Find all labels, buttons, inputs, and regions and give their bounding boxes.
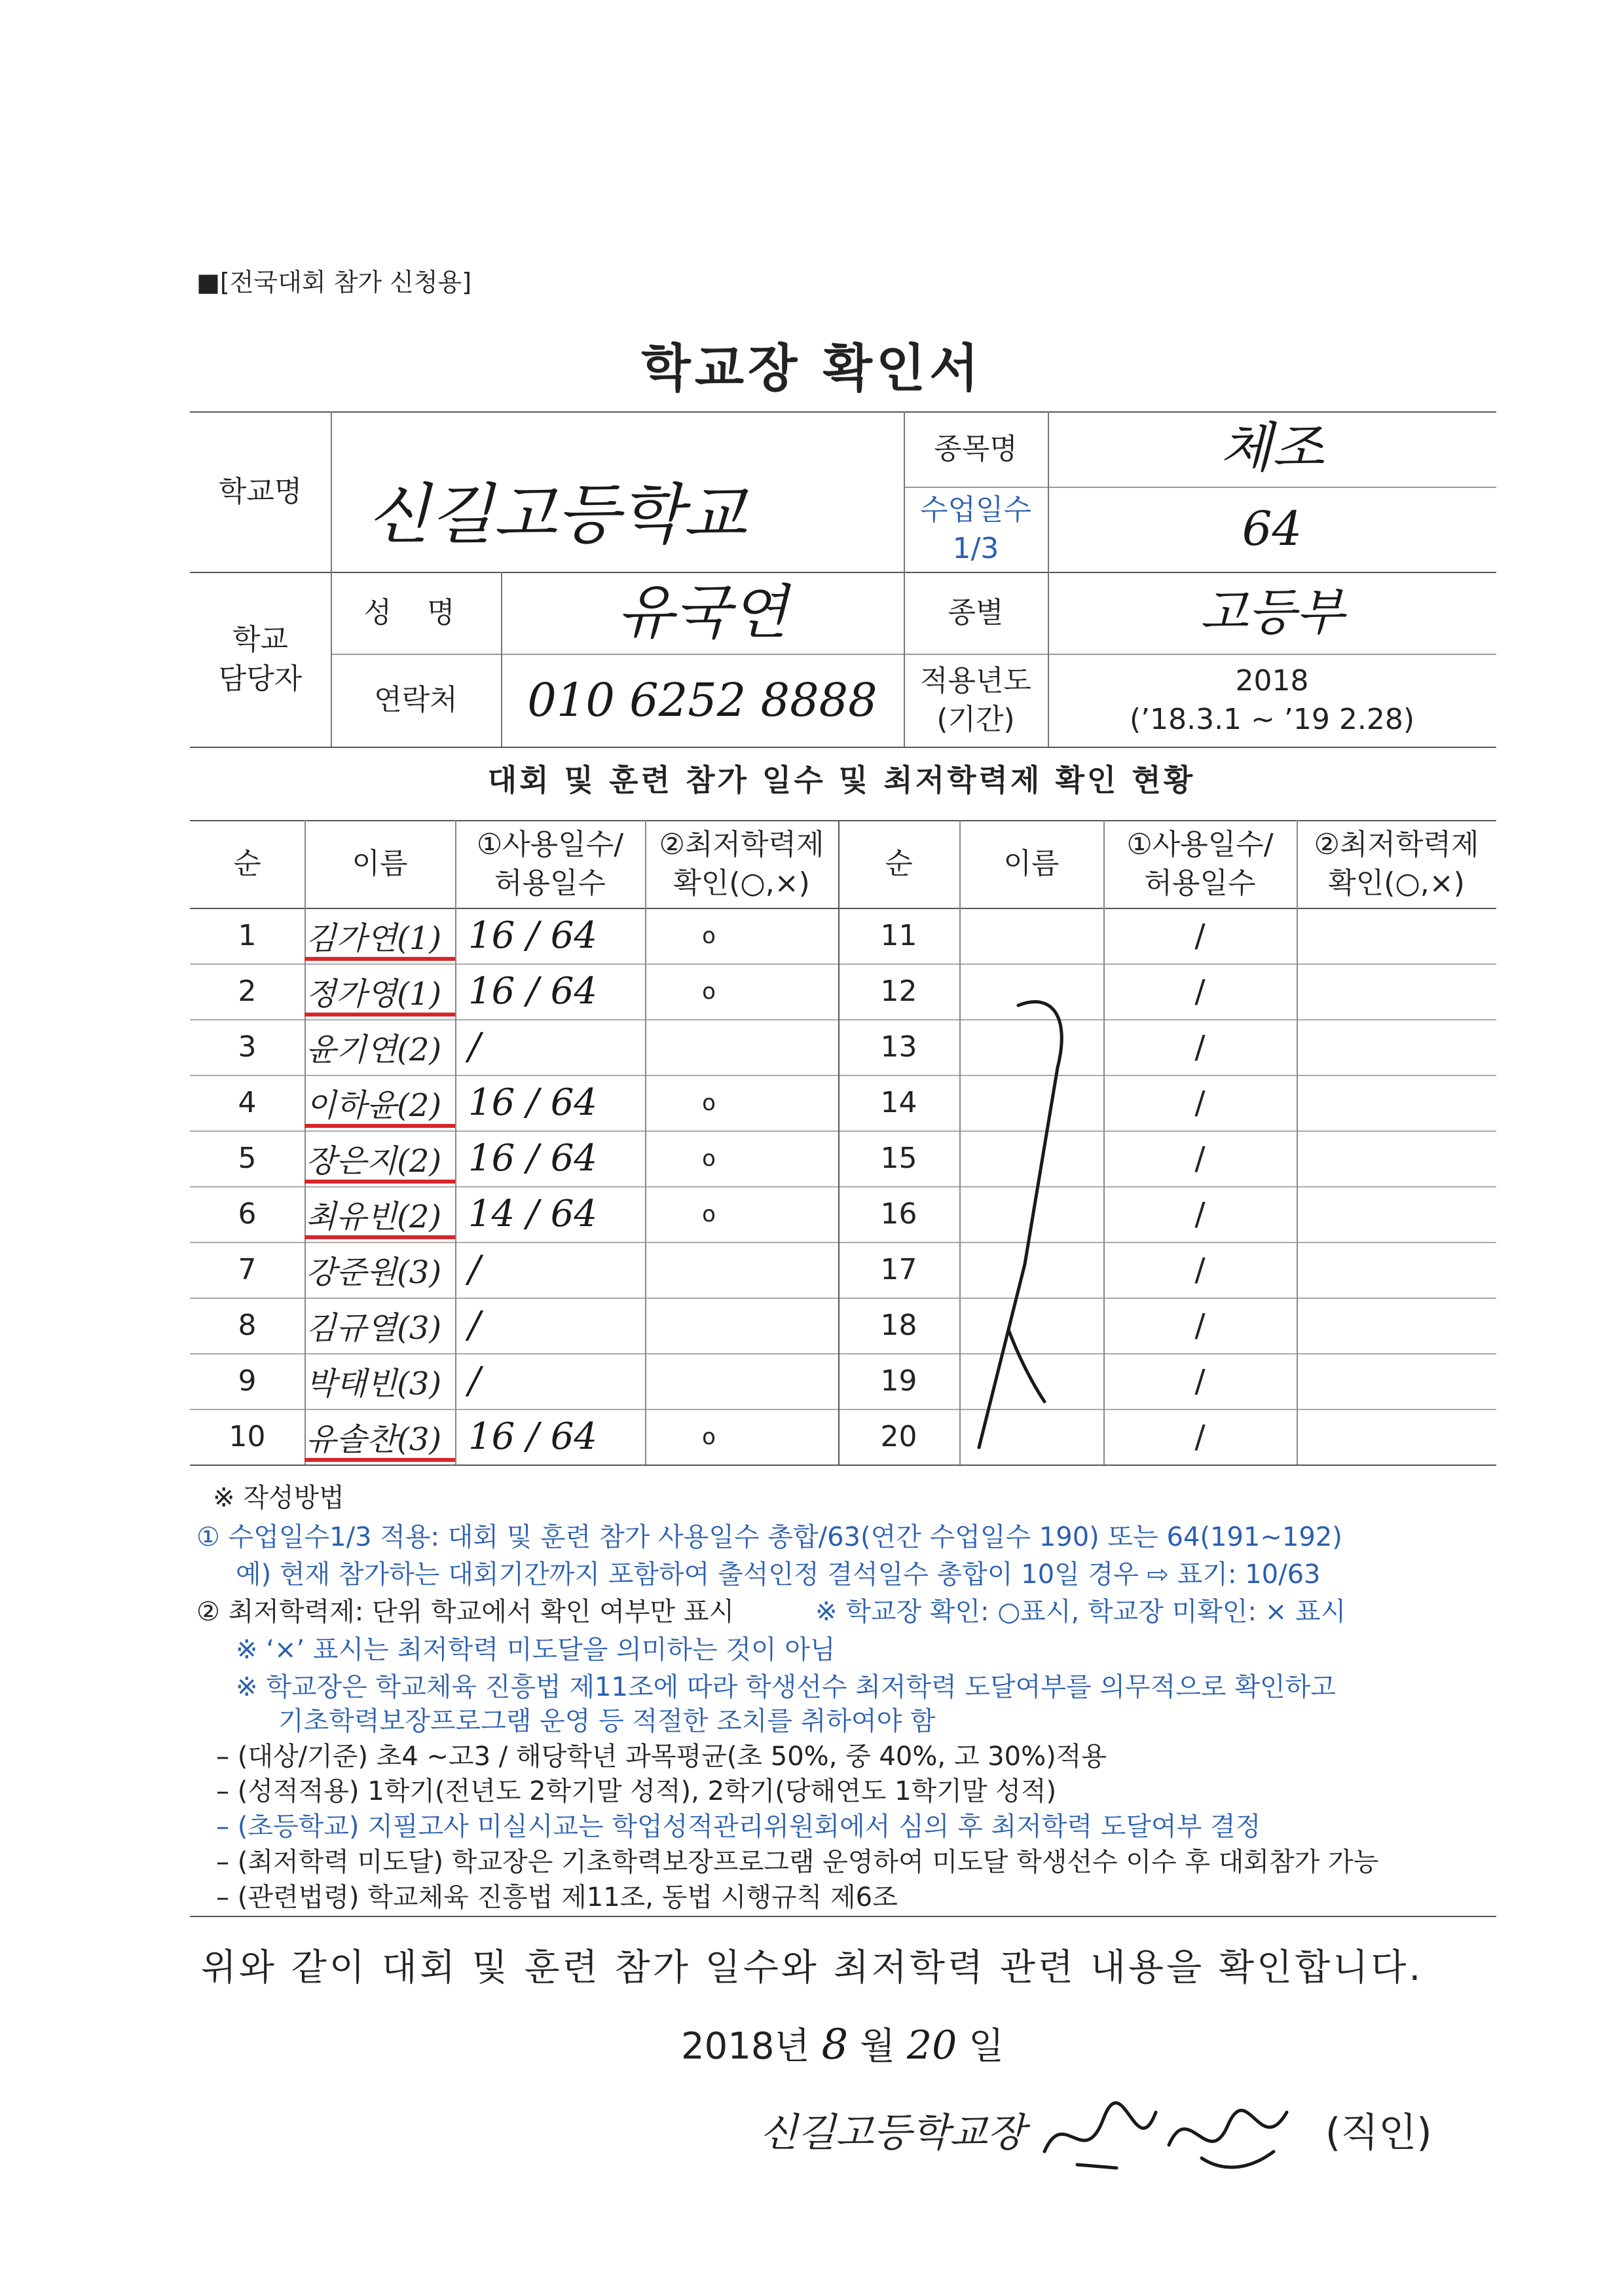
red-underline [304, 1124, 455, 1128]
header-check-line2: 확인(○,×) [1328, 867, 1465, 900]
row-num: 9 [238, 1364, 257, 1398]
row-num-right: 15 [880, 1142, 917, 1175]
row-used: 16 / 64 [468, 1081, 597, 1124]
red-underline [304, 1458, 455, 1462]
note-9: – (관련법령) 학교체육 진흥법 제11조, 동법 시행규칙 제6조 [216, 1882, 898, 1912]
year-label-line1: 적용년도 [919, 663, 1031, 698]
row-check: o [702, 922, 716, 949]
confirmation-statement: 위와 같이 대회 및 훈련 참가 일수와 최저학력 관련 내용을 확인합니다. [200, 1947, 1424, 1989]
note-6: – (성적적용) 1학기(전년도 2학기말 성적), 2학기(당해연도 1학기말 성적) [216, 1776, 1057, 1806]
row-name: 김규열(3) [306, 1310, 442, 1347]
days-label [904, 487, 1048, 572]
header-check-left [645, 820, 838, 908]
document-title: 학교장 확인서 [641, 339, 983, 398]
row-check [645, 1242, 773, 1297]
row-check: o [702, 1201, 716, 1227]
row-num: 3 [238, 1030, 257, 1064]
date-month-label: 월 [859, 2025, 896, 2068]
row-num-right: 18 [880, 1309, 917, 1342]
row-used-right: / [1194, 1084, 1206, 1121]
row-name: 윤기연(2) [306, 1032, 442, 1068]
row-check: o [702, 1089, 716, 1116]
row-used-right: / [1194, 1140, 1206, 1177]
date-day: 20 [906, 2023, 957, 2068]
date-month: 8 [821, 2021, 849, 2069]
row-num: 4 [238, 1086, 257, 1119]
note-2a: ② 최저학력제: 단위 학교에서 확인 여부만 표시 [196, 1597, 735, 1627]
header-used-right [1103, 820, 1297, 908]
manager-label-line2: 담당자 [218, 662, 303, 696]
row-num: 10 [229, 1420, 266, 1453]
year-label-line2: (기간) [936, 703, 1015, 736]
row-name: 강준원(3) [306, 1254, 442, 1291]
handwritten-signature [1038, 2093, 1313, 2178]
note-8: – (최저학력 미도달) 학교장은 기초학력보장프로그램 운영하여 미도달 학생선수 이수 후 대회참가 가능 [216, 1847, 1379, 1877]
row-used: / [468, 1248, 481, 1291]
row-name: 장은지(2) [306, 1143, 442, 1180]
row-num-right: 19 [880, 1364, 917, 1398]
year-label [904, 654, 1048, 747]
row-num-right: 12 [880, 975, 917, 1008]
row-used-right: / [1194, 973, 1206, 1010]
form-type-label: ■[전국대회 참가 신청용] [196, 268, 472, 297]
row-used: / [468, 1026, 481, 1068]
row-name: 정가영(1) [306, 976, 442, 1013]
header-rule-bottom [190, 747, 1496, 748]
year-value-line2: (’18.3.1 ~ ’19 2.28) [1129, 703, 1415, 736]
row-used: 16 / 64 [468, 1415, 597, 1458]
row-used: 16 / 64 [468, 914, 597, 957]
note-4a: ※ 학교장은 학교체육 진흥법 제11조에 따라 학생선수 최저학력 도달여부를 의무적으로 확인하고 [236, 1672, 1336, 1702]
note-2b: ※ 학교장 확인: ○표시, 학교장 미확인: × 표시 [815, 1597, 1346, 1627]
note-1a: ① 수업일수1/3 적용: 대회 및 훈련 참가 사용일수 총합/63(연간 수업일수 190) 또는 64(191~192) [196, 1522, 1342, 1552]
header-used-line2: 허용일수 [1144, 867, 1256, 900]
date-line [681, 2017, 1004, 2070]
header-check-line1: ②최저학력제 [1314, 827, 1479, 861]
header-name-right [959, 820, 1103, 908]
header-name-line1: 이름 [352, 847, 408, 881]
table-row-rule [190, 1465, 1496, 1466]
header-check-right [1297, 820, 1496, 908]
header-name-line1: 이름 [1003, 847, 1060, 881]
signature-line [760, 2093, 1432, 2178]
row-used-right: / [1194, 917, 1206, 954]
header-used-left [455, 820, 645, 908]
sport-value: 체조 [1220, 417, 1324, 480]
row-num: 6 [238, 1197, 257, 1231]
row-check [645, 1297, 773, 1353]
header-used-line1: ①사용일수/ [1126, 827, 1274, 861]
principal-title: 신길고등학교장 [760, 2110, 1025, 2156]
header-used-line1: ①사용일수/ [476, 827, 624, 861]
header-num-line1: 순 [233, 847, 261, 881]
notes-bottom-rule [190, 1916, 1496, 1917]
row-used-right: / [1194, 1418, 1206, 1455]
handwritten-strike-mark [959, 989, 1090, 1461]
row-used: 16 / 64 [468, 970, 597, 1013]
note-heading: ※ 작성방법 [213, 1483, 344, 1513]
note-3: ※ ‘×’ 표시는 최저학력 미도달을 의미하는 것이 아님 [236, 1635, 836, 1665]
row-check [645, 1019, 773, 1075]
contact-label: 연락처 [374, 683, 458, 717]
row-name: 김가연(1) [306, 920, 442, 957]
row-used: / [468, 1360, 481, 1402]
row-num-right: 13 [880, 1030, 917, 1064]
row-num: 1 [238, 919, 257, 952]
note-5: – (대상/기준) 초4 ~고3 / 해당학년 과목평균(초 50%, 중 40%, 고 30%)적용 [216, 1742, 1107, 1772]
manager-label-line1: 학교 [232, 623, 288, 657]
days-label-line2: 1/3 [952, 532, 999, 565]
row-name: 박태빈(3) [306, 1366, 442, 1402]
row-check: o [702, 1423, 716, 1450]
header-name-left [304, 820, 455, 908]
row-used-right: / [1194, 1362, 1206, 1400]
row-used-right: / [1194, 1028, 1206, 1066]
red-underline [304, 957, 455, 961]
header-check-line2: 확인(○,×) [673, 867, 810, 900]
name-label: 성 명 [363, 595, 468, 629]
row-num-right: 16 [880, 1197, 917, 1231]
category-value: 고등부 [1200, 583, 1344, 642]
year-value [1048, 654, 1496, 747]
header-num-left [190, 820, 304, 908]
date-day-label: 일 [969, 2025, 1005, 2068]
header-check-line1: ②최저학력제 [659, 827, 824, 861]
contact-value: 010 6252 8888 [527, 673, 877, 727]
official-seal-label: (직인) [1325, 2110, 1432, 2156]
red-underline [304, 1180, 455, 1184]
row-name: 최유빈(2) [306, 1199, 442, 1235]
row-num-right: 14 [880, 1086, 917, 1119]
row-num: 5 [238, 1142, 257, 1175]
year-value-line1: 2018 [1235, 663, 1309, 698]
note-4b: 기초학력보장프로그램 운영 등 적절한 조치를 취하여야 함 [278, 1706, 936, 1736]
note-1b: 예) 현재 참가하는 대회기간까지 포함하여 출석인정 결석일수 총합이 10일 경우 ⇨ 표기: 10/63 [236, 1559, 1321, 1590]
date-year: 2018년 [681, 2025, 810, 2068]
status-table-title: 대회 및 훈련 참가 일수 및 최저학력제 확인 현황 [487, 762, 1196, 798]
note-7: – (초등학교) 지필고사 미실시교는 학업성적관리위원회에서 심의 후 최저학력 도달여부 결정 [216, 1812, 1261, 1842]
red-underline [304, 1013, 455, 1017]
school-label: 학교명 [218, 474, 303, 508]
manager-label [190, 572, 331, 747]
row-check: o [702, 1145, 716, 1172]
row-used: 16 / 64 [468, 1137, 597, 1180]
row-num-right: 11 [880, 919, 917, 952]
days-label-line1: 수업일수 [919, 493, 1031, 527]
row-num: 7 [238, 1253, 257, 1286]
school-value: 신길고등학교 [367, 476, 747, 553]
header-num-right [838, 820, 959, 908]
days-value: 64 [1242, 501, 1302, 557]
header-used-line2: 허용일수 [494, 867, 606, 900]
table-col-line [1297, 820, 1298, 1465]
row-name: 유솔찬(3) [306, 1421, 442, 1458]
row-name: 이하윤(2) [306, 1087, 442, 1124]
name-value: 유국연 [617, 578, 788, 647]
row-check [645, 1353, 773, 1409]
row-used: / [468, 1304, 481, 1347]
row-used-right: / [1194, 1307, 1206, 1344]
row-num-right: 20 [880, 1420, 917, 1453]
row-num: 8 [238, 1309, 257, 1342]
row-num-right: 17 [880, 1253, 917, 1286]
sport-label: 종목명 [934, 432, 1018, 466]
row-used-right: / [1194, 1195, 1206, 1233]
red-underline [304, 1235, 455, 1239]
category-label: 종별 [948, 595, 1004, 629]
row-check: o [702, 978, 716, 1005]
row-num: 2 [238, 975, 257, 1008]
row-used-right: / [1194, 1251, 1206, 1288]
row-used: 14 / 64 [468, 1193, 597, 1235]
header-num-line1: 순 [885, 847, 913, 881]
